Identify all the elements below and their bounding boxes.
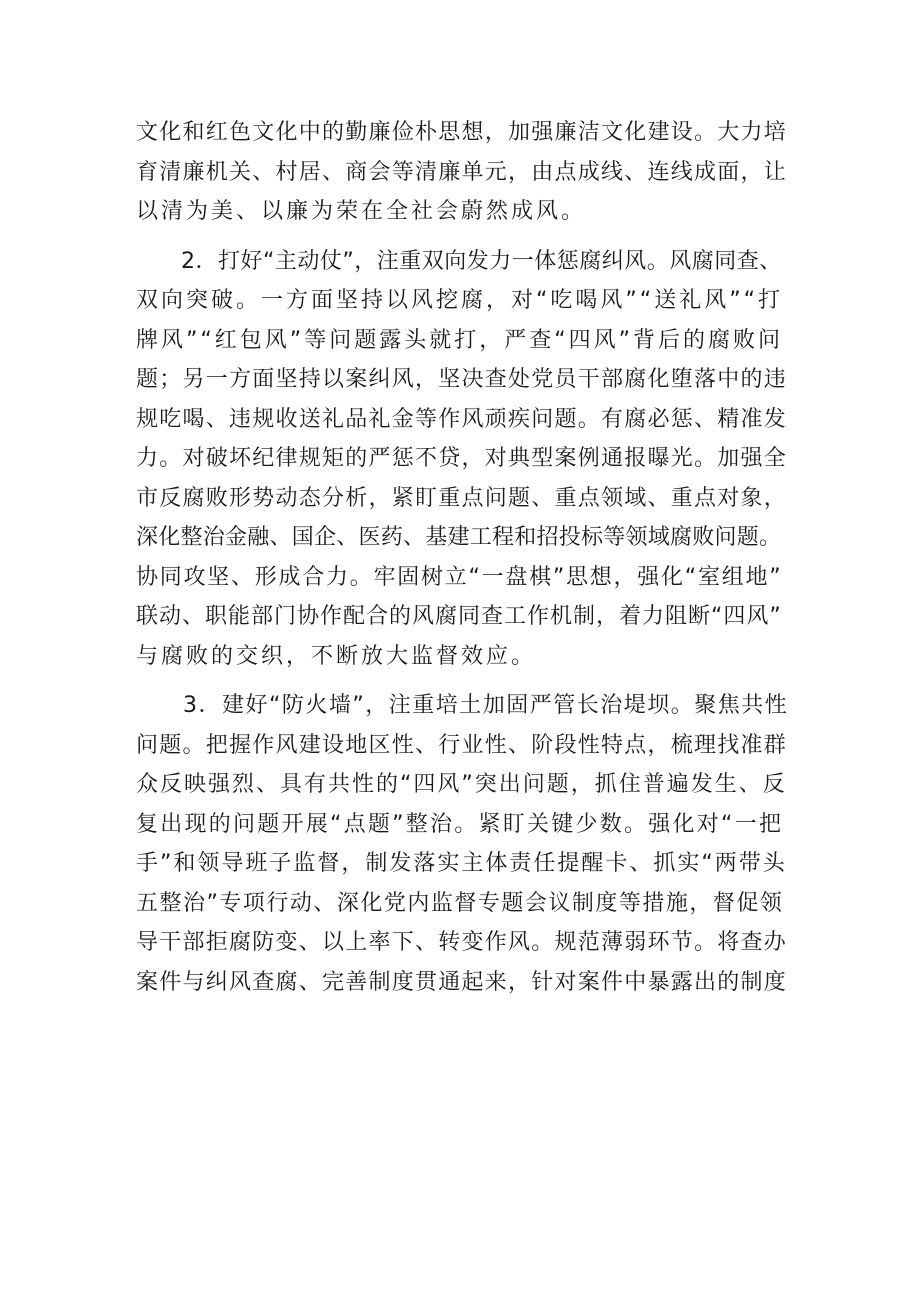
text-line: 复出现的问题开展“点题”整治。紧盯关键少数。强化对“一把 (136, 811, 784, 837)
text-line: 育清廉机关、村居、商会等清廉单元，由点成线、连线成面，让 (136, 159, 788, 185)
text-line: 导干部拒腐防变、以上率下、转变作风。规范薄弱环节。将查办 (136, 930, 788, 955)
paragraph-spacer (136, 676, 788, 686)
text-line: 文化和红色文化中的勤廉俭朴思想，加强廉洁文化建设。大力培 (136, 120, 788, 145)
text-line: 题；另一方面坚持以案纠风，坚决查处党员干部腐化堕落中的违 (136, 367, 788, 392)
text-line: 力。对破坏纪律规矩的严惩不贷，对典型案例通报曝光。加强全 (136, 446, 788, 471)
paragraph-item-2 (136, 242, 788, 677)
text-line: 与腐败的交织，不断放大监督效应。 (136, 643, 537, 669)
text-line: 众反映强烈、具有共性的“四风”突出问题，抓住普遍发生、反 (136, 772, 787, 797)
paragraph-spacer (136, 232, 788, 242)
text-line: 2．打好“主动仗”，注重双向发力一体惩腐纠风。风腐同查、 (136, 248, 782, 274)
text-line: 问题。把握作风建设地区性、行业性、阶段性特点，梳理找准群 (136, 732, 788, 758)
text-line: 市反腐败形势动态分析，紧盯重点问题、重点领域、重点对象， (136, 485, 788, 511)
paragraph-item-3 (136, 686, 788, 1002)
paragraph-culture (136, 113, 788, 232)
text-line: 五整治”专项行动、深化党内监督专题会议制度等措施，督促领 (136, 890, 784, 916)
text-line: 手”和领导班子监督，制发落实主体责任提醒卡、抓实“两带头 (136, 851, 787, 876)
text-line: 联动、职能部门协作配合的风腐同查工作机制，着力阻断“四风” (136, 604, 782, 629)
text-line: 案件与纠风查腐、完善制度贯通起来，针对案件中暴露出的制度 (136, 969, 788, 995)
text-line: 规吃喝、违规收送礼品礼金等作风顽疾问题。有腐必惩、精准发 (136, 406, 788, 432)
text-line: 3．建好“防火墙”，注重培土加固严管长治堤坝。聚焦共性 (136, 693, 789, 718)
text-line: 协同攻坚、形成合力。牢固树立“一盘棋”思想，强化“室组地” (136, 564, 783, 590)
text-line: 以清为美、以廉为荣在全社会蔚然成风。 (136, 199, 587, 224)
text-line: 双向突破。一方面坚持以风挖腐，对“吃喝风”“送礼风”“打 (136, 288, 783, 313)
text-line: 牌风”“红包风”等问题露头就打，严查“四风”背后的腐败问 (136, 327, 783, 353)
document-body (136, 113, 788, 1002)
text-line: 深化整治金融、国企、医药、基建工程和招投标等领域腐败问题。 (136, 525, 782, 550)
